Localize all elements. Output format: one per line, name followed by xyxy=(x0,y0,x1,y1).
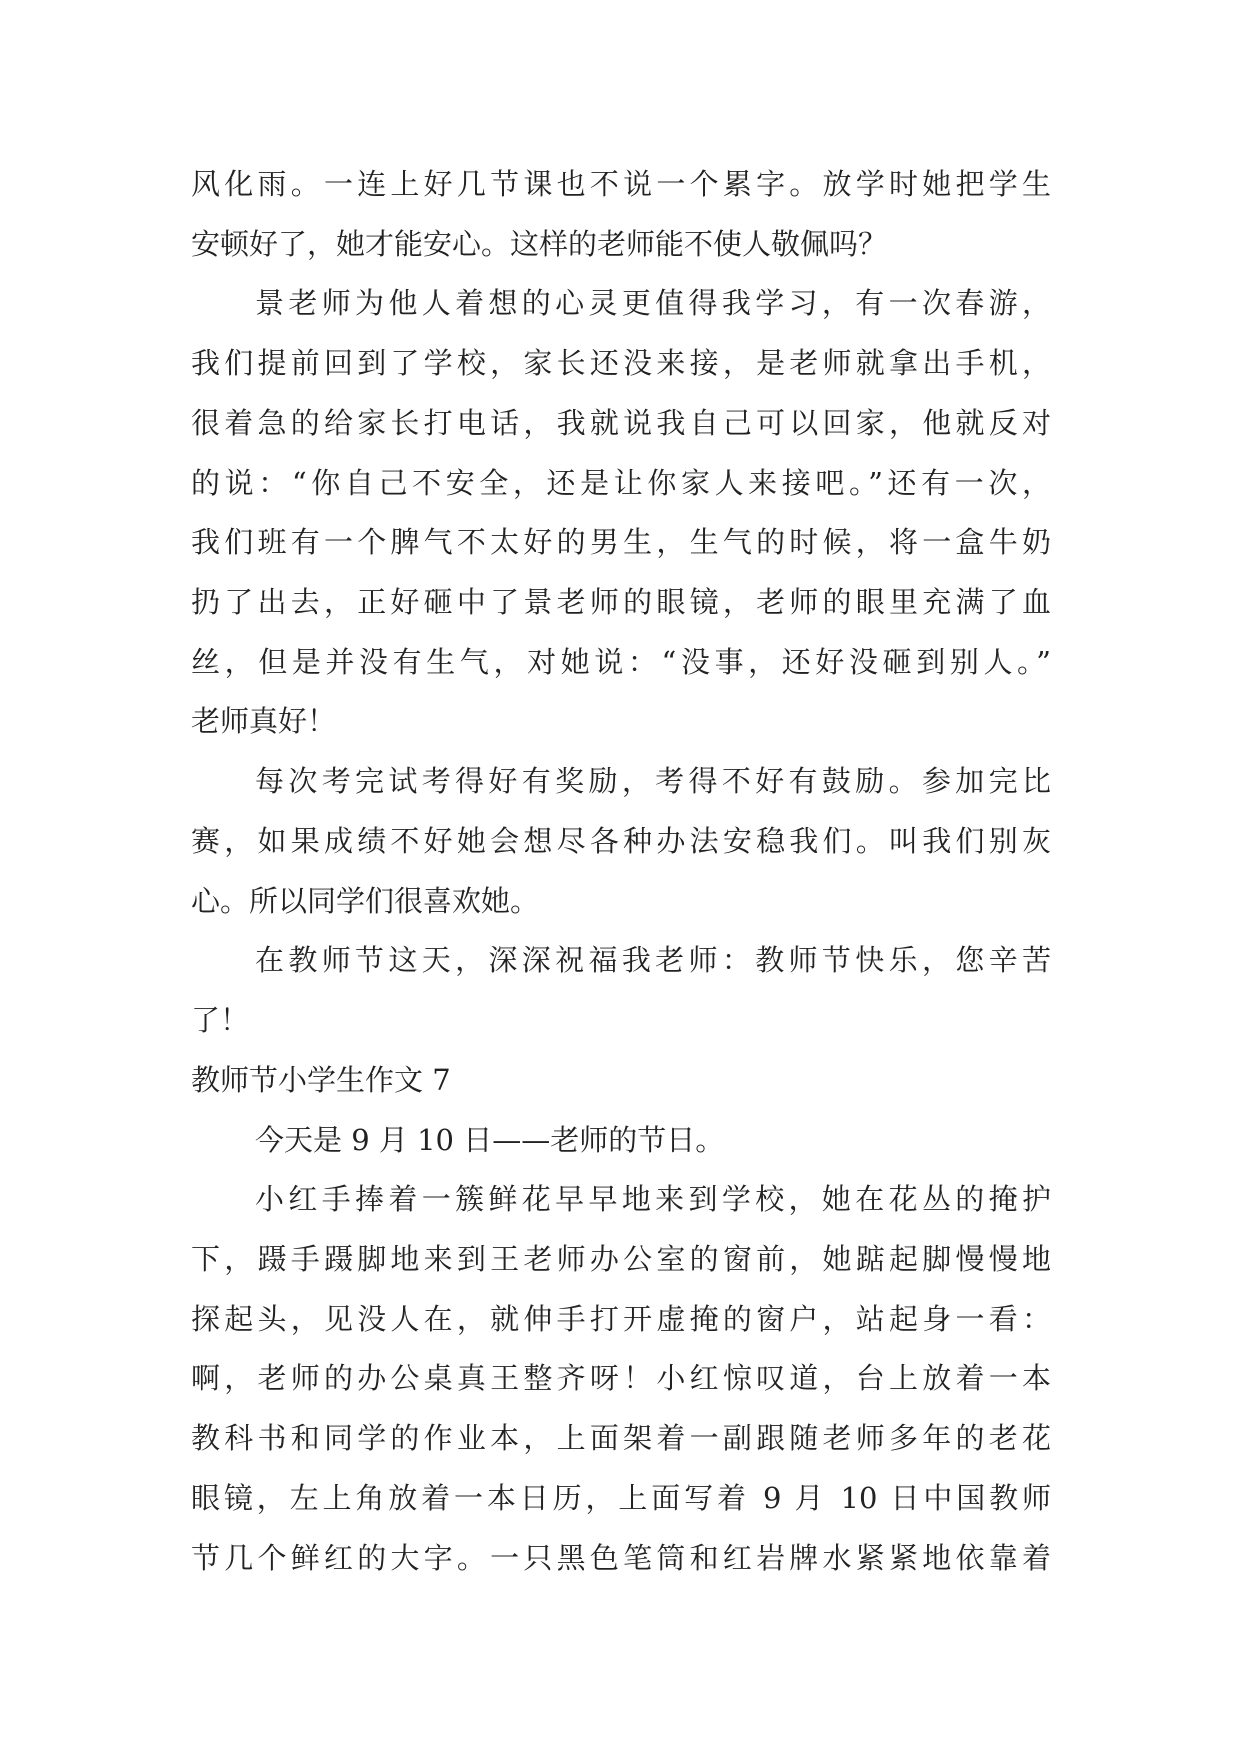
paragraph-first-line: 在教师节这天，深深祝福我老师：教师节快乐，您辛苦 xyxy=(255,943,1051,977)
text-line: 赛，如果成绩不好她会想尽各种办法安稳我们。叫我们别灰 xyxy=(191,824,1051,858)
text-line: 的说：“你自己不安全，还是让你家人来接吧。”还有一次， xyxy=(191,466,1051,500)
text-line: 节几个鲜红的大字。一只黑色笔筒和红岩牌水紧紧地依靠着 xyxy=(191,1541,1051,1575)
text-line: 我们班有一个脾气不太好的男生，生气的时候，将一盒牛奶 xyxy=(191,525,1051,559)
text-line: 了！ xyxy=(191,1003,250,1037)
text-line: 教科书和同学的作业本，上面架着一副跟随老师多年的老花 xyxy=(191,1421,1051,1455)
text-line: 安顿好了，她才能安心。这样的老师能不使人敬佩吗？ xyxy=(191,227,888,261)
text-line: 探起头，见没人在，就伸手打开虚掩的窗户，站起身一看： xyxy=(191,1302,1051,1336)
text-line: 我们提前回到了学校，家长还没来接，是老师就拿出手机， xyxy=(191,346,1051,380)
paragraph-first-line: 小红手捧着一簇鲜花早早地来到学校，她在花丛的掩护 xyxy=(255,1182,1051,1216)
text-line: 扔了出去，正好砸中了景老师的眼镜，老师的眼里充满了血 xyxy=(191,585,1051,619)
paragraph-first-line: 景老师为他人着想的心灵更值得我学习，有一次春游， xyxy=(255,286,1051,320)
essay-heading: 教师节小学生作文 7 xyxy=(191,1063,451,1097)
paragraph-first-line: 每次考完试考得好有奖励，考得不好有鼓励。参加完比 xyxy=(255,764,1051,798)
paragraph-first-line: 今天是 9 月 10 日——老师的节日。 xyxy=(255,1123,725,1157)
text-line: 风化雨。一连上好几节课也不说一个累字。放学时她把学生 xyxy=(191,167,1051,201)
text-line: 老师真好！ xyxy=(191,704,337,738)
text-line: 很着急的给家长打电话，我就说我自己可以回家，他就反对 xyxy=(191,406,1051,440)
text-line: 啊，老师的办公桌真王整齐呀！小红惊叹道，台上放着一本 xyxy=(191,1361,1051,1395)
text-line: 下，蹑手蹑脚地来到王老师办公室的窗前，她踮起脚慢慢地 xyxy=(191,1242,1051,1276)
text-line: 丝，但是并没有生气，对她说：“没事，还好没砸到别人。” xyxy=(191,645,1051,679)
text-line: 心。所以同学们很喜欢她。 xyxy=(191,884,540,918)
text-line: 眼镜，左上角放着一本日历，上面写着 9 月 10 日中国教师 xyxy=(191,1481,1051,1515)
